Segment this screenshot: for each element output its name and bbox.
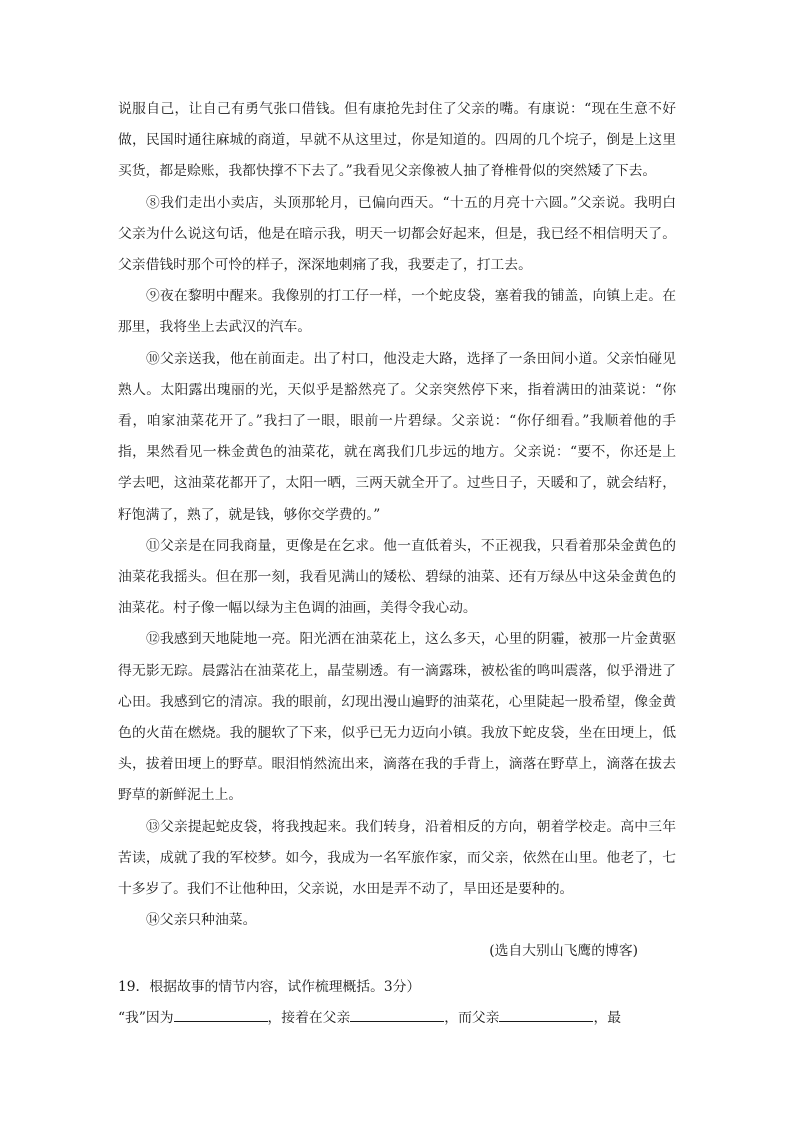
- paragraph-13: ⑬父亲提起蛇皮袋，将我拽起来。我们转身，沿着相反的方向，朝着学校走。高中三年苦读，成就了我的军校梦。如今，我成为一名军旅作家，而父亲，依然在山里。他老了，七十多岁了。我们不让他种田，父亲说，水田是弄不动了，旱田还是要种的。: [118, 818, 676, 898]
- fill-text-3: ，而父亲: [444, 1009, 500, 1026]
- paragraph-14: ⑭父亲只种油菜。: [146, 912, 257, 929]
- answer-blank-3[interactable]: [499, 1007, 593, 1022]
- paragraph-12: ⑫我感到天地陡地一亮。阳光洒在油菜花上，这么多天，心里的阴霾，被那一片金黄驱得无影无踪。晨露沾在油菜花上，晶莹剔透。有一滴露珠，被松雀的鸣叫震落，似乎滑进了心田。我感到它的清凉。我的眼前，幻现出漫山遍野的油菜花，心里陡起一股希望，像金黄色的火苗在燃烧。我的腿软了下来，似乎已无力迈向小镇。我放下蛇皮袋，坐在田埂上，低头，拔着田埂上的野草。眼泪悄然流出来，滴落在我的手背上，滴落在野草上，滴落在拔去野草的新鲜泥土上。: [118, 631, 676, 804]
- document-page: [118, 94, 676, 1034]
- question-19-title: 19．根据故事的情节内容，试作梳理概括。3分）: [118, 978, 421, 995]
- paragraph-10: ⑩父亲送我，他在前面走。出了村口，他没走大路，选择了一条田间小道。父亲怕碰见熟人。太阳露出瑰丽的光，天似乎是豁然亮了。父亲突然停下来，指着满田的油菜说：“你看，咱家油菜花开了。”我扫了一眼，眼前一片碧绿。父亲说：“你仔细看。”我顺着他的手指，果然看见一株金黄色的油菜花，就在离我们几步远的地方。父亲说：“要不，你还是上学去吧，这油菜花都开了，太阳一晒，三两天就全开了。过些日子，天暖和了，就会结籽，籽饱满了，熟了，就是钱，够你交学费的。”: [118, 350, 676, 523]
- fill-text-2: ，接着在父亲: [267, 1009, 351, 1026]
- question-19-fill-line: [118, 1003, 676, 1034]
- fill-text-1: “我”因为: [118, 1009, 174, 1026]
- paragraph-11: ⑪父亲是在同我商量，更像是在乞求。他一直低着头，不正视我，只看着那朵金黄色的油菜花我摇头。但在那一刻，我看见满山的矮松、碧绿的油菜、还有万绿丛中这朵金黄色的油菜花。村子像一幅以绿为主色调的油画，美得令我心动。: [118, 537, 676, 617]
- source-citation: (选自大别山飞鹰的博客): [489, 943, 638, 960]
- answer-blank-1[interactable]: [174, 1007, 268, 1022]
- fill-text-4: ，最: [593, 1009, 622, 1026]
- paragraph-9: ⑨夜在黎明中醒来。我像别的打工仔一样，一个蛇皮袋，塞着我的铺盖，向镇上走。在那里，我将坐上去武汉的汽车。: [118, 288, 676, 336]
- answer-blank-2[interactable]: [350, 1007, 444, 1022]
- paragraph-8: ⑧我们走出小卖店，头顶那轮月，已偏向西天。“十五的月亮十六圆。”父亲说。我明白父亲为什么说这句话，他是在暗示我，明天一切都会好起来，但是，我已经不相信明天了。父亲借钱时那个可怜的样子，深深地刺痛了我，我要走了，打工去。: [118, 194, 676, 274]
- paragraph-7-continued: 说服自己，让自己有勇气张口借钱。但有康抢先封住了父亲的嘴。有康说：“现在生意不好做，民国时通往麻城的商道，早就不从这里过，你是知道的。四周的几个垸子，倒是上这里买货，都是赊账，我都快撑不下去了。”我看见父亲像被人抽了脊椎骨似的突然矮了下去。: [118, 101, 676, 180]
